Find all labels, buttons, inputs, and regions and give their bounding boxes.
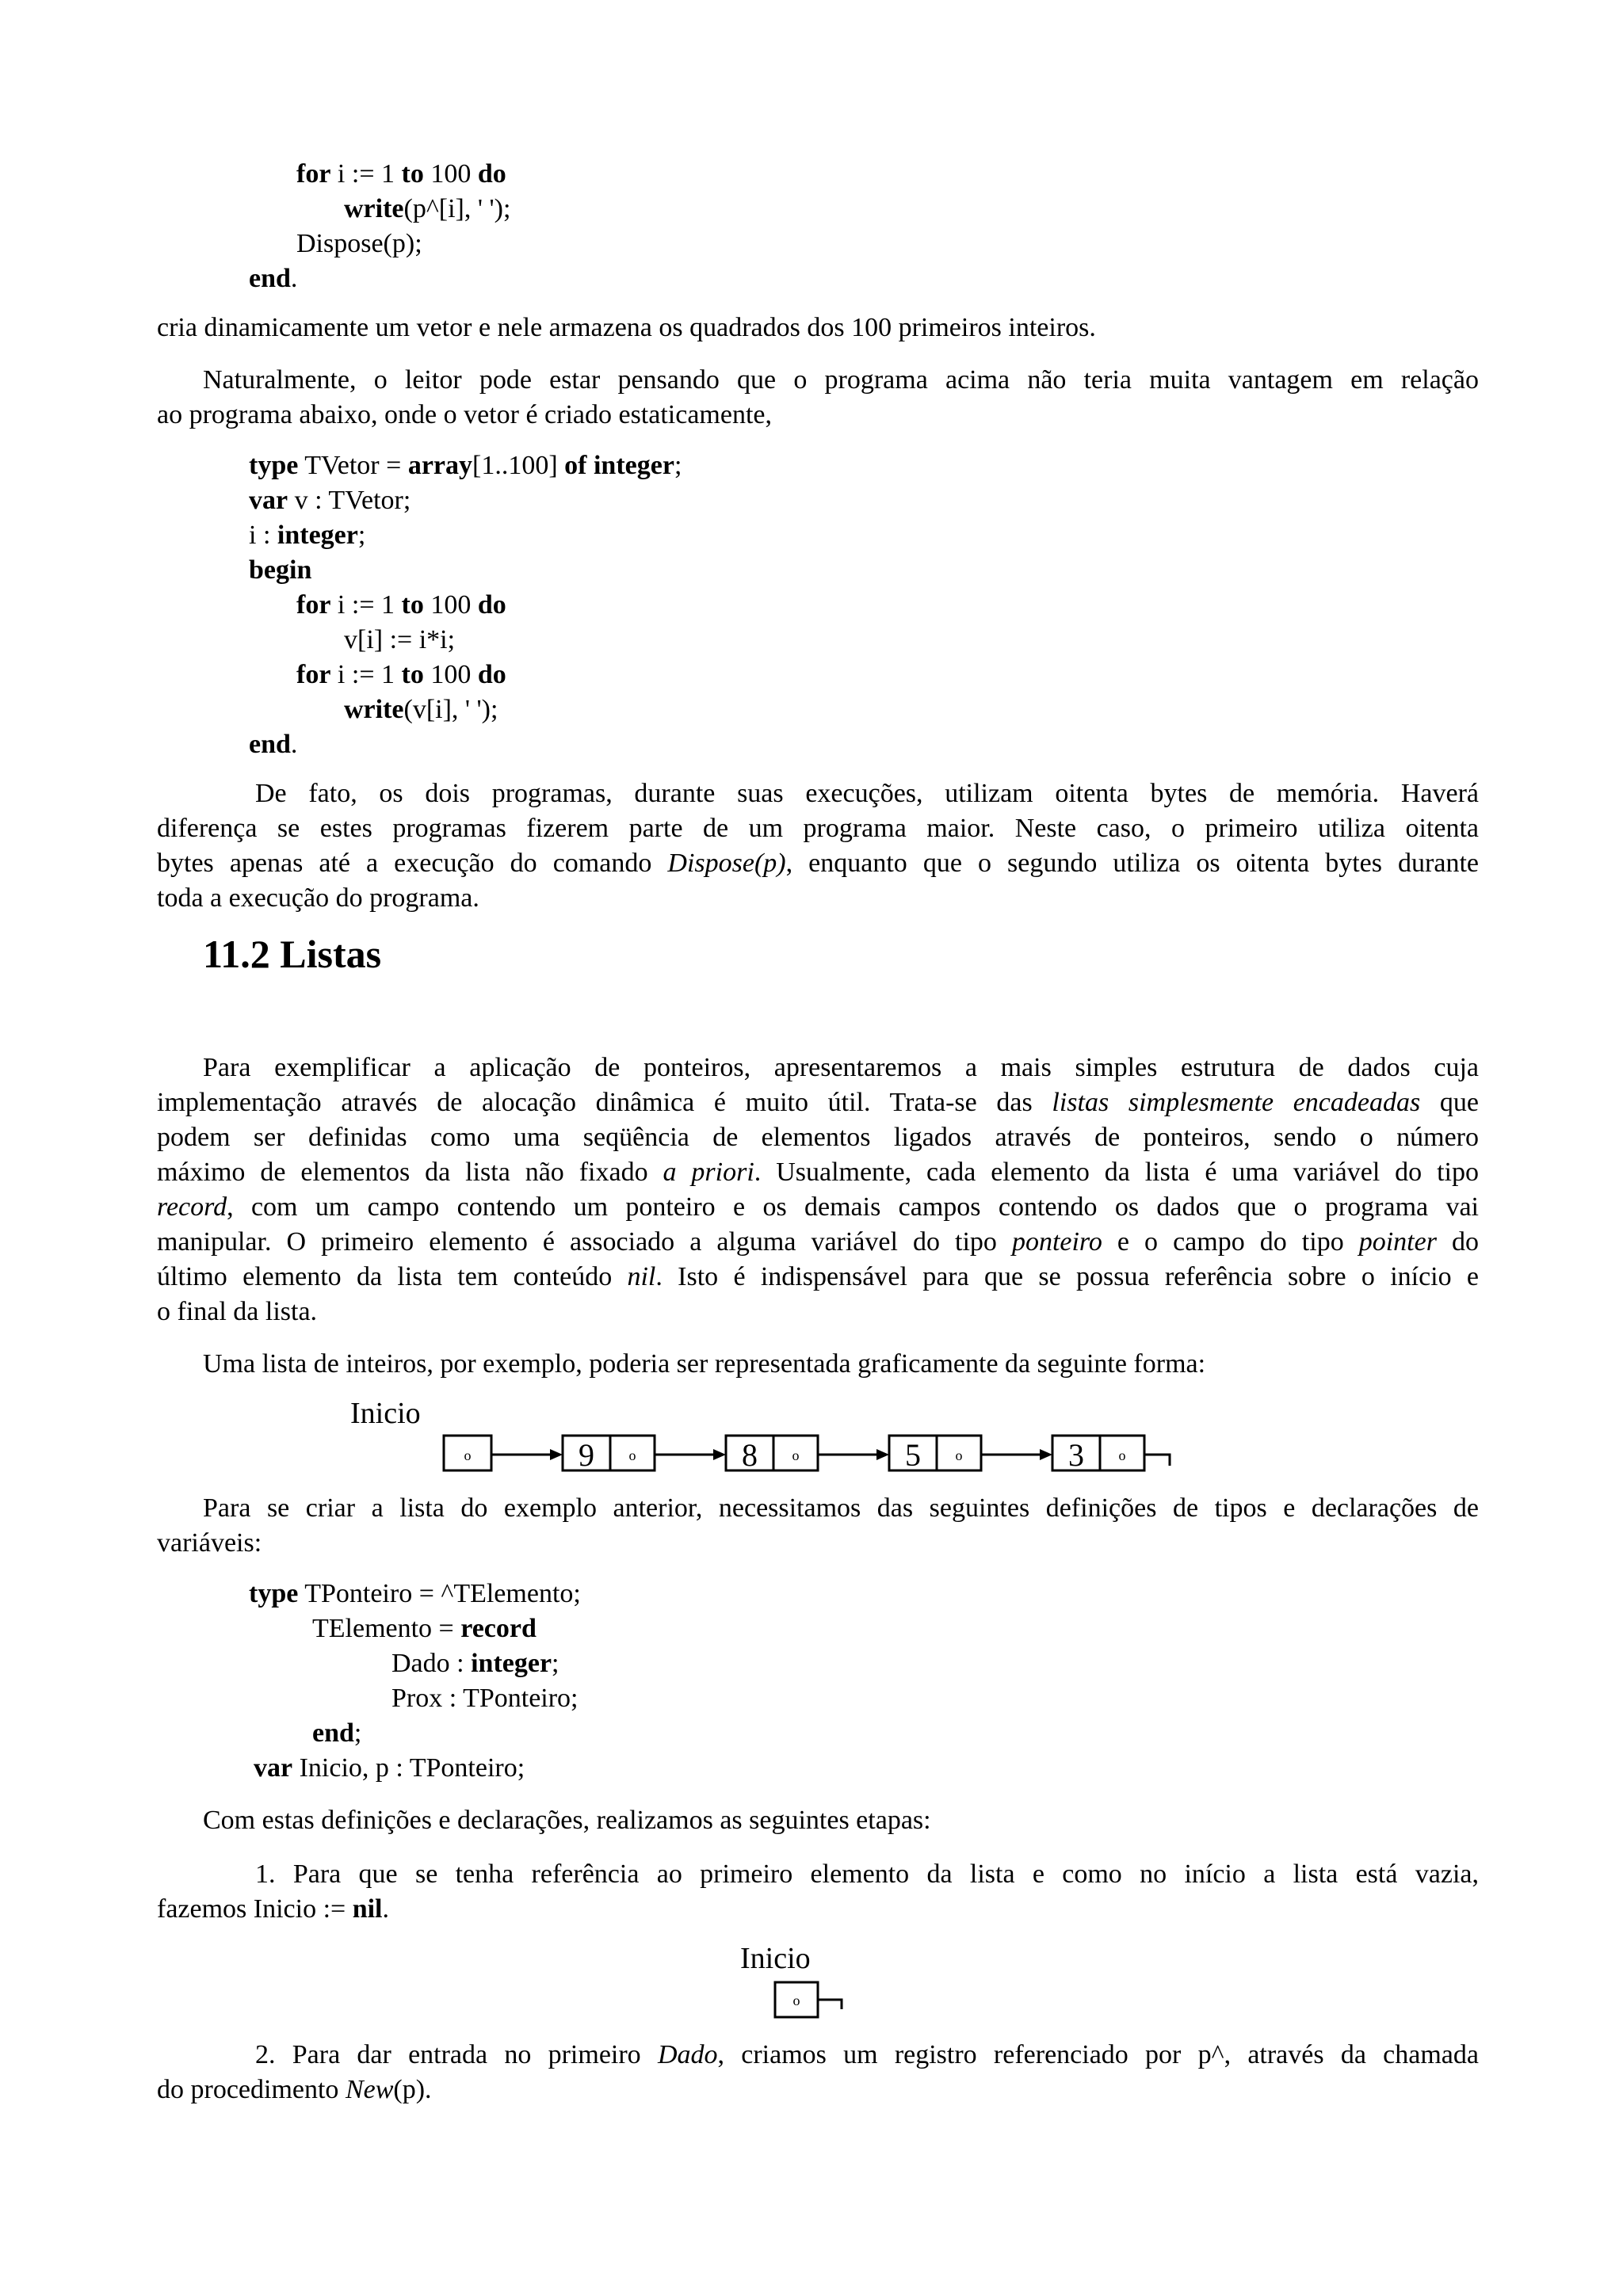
head-pointer-box: [775, 1982, 818, 2017]
paragraph-line: ao programa abaixo, onde o vetor é criado estaticamente,: [157, 400, 772, 429]
paragraph-line: fazemos Inicio := nil.: [157, 1894, 390, 1924]
code-line: begin: [249, 555, 312, 585]
pointer-mark: o: [628, 1447, 636, 1463]
paragraph-line: o final da lista.: [157, 1297, 318, 1326]
paragraph-line: manipular. O primeiro elemento é associado a alguma variável do tipo ponteiro e o campo do tipo pointer do: [157, 1227, 1479, 1257]
paragraph-line: bytes apenas até a execução do comando Dispose(p), enquanto que o segundo utiliza os oitenta bytes durante: [157, 849, 1480, 878]
code-line: v[i] := i*i;: [344, 625, 456, 654]
node-value-box: [726, 1436, 773, 1470]
head-pointer-box: [444, 1436, 491, 1470]
paragraph-line: 1. Para que se tenha referência ao primeiro elemento da lista e como no início a lista está vazia,: [255, 1859, 1479, 1889]
code-line: type TVetor = array[1..100] of integer;: [249, 451, 682, 480]
diagram-label-inicio: Inicio: [350, 1397, 421, 1430]
node-pointer-box: [610, 1436, 655, 1470]
code-line: Dado : integer;: [391, 1649, 559, 1678]
node-value: 3: [1068, 1437, 1084, 1473]
node-value: 8: [742, 1437, 758, 1473]
code-line: end;: [312, 1718, 362, 1748]
pointer-mark: o: [792, 1993, 800, 2008]
node-pointer-box: [937, 1436, 981, 1470]
paragraph-line: cria dinamicamente um vetor e nele armazena os quadrados dos 100 primeiros inteiros.: [157, 313, 1096, 342]
code-line: write(p^[i], ' ');: [344, 194, 511, 223]
diagram-label-inicio: Inicio: [740, 1942, 811, 1975]
node-pointer-box: [1100, 1436, 1144, 1470]
paragraph-line: 2. Para dar entrada no primeiro Dado, criamos um registro referenciado por p^, através da chamada: [255, 2040, 1479, 2069]
pointer-mark: o: [955, 1447, 963, 1463]
pointer-mark: o: [1118, 1447, 1126, 1463]
paragraph-line: Para exemplificar a aplicação de ponteiros, apresentaremos a mais simples estrutura de dados cuja: [203, 1053, 1479, 1082]
code-line: Prox : TPonteiro;: [391, 1684, 579, 1713]
code-line: TElemento = record: [312, 1614, 537, 1643]
paragraph-line: Naturalmente, o leitor pode estar pensando que o programa acima não teria muita vantagem em relação: [203, 365, 1479, 395]
nil-terminator: [1144, 1455, 1170, 1466]
code-line: i : integer;: [249, 521, 366, 550]
paragraph-line: Uma lista de inteiros, por exemplo, poderia ser representada graficamente da seguinte forma:: [203, 1349, 1206, 1379]
node-value: 5: [905, 1437, 921, 1473]
code-line: var Inicio, p : TPonteiro;: [254, 1753, 525, 1783]
node-value-box: [889, 1436, 937, 1470]
node-value: 9: [579, 1437, 594, 1473]
paragraph-line: diferença se estes programas fizerem parte de um programa maior. Neste caso, o primeiro utiliza oitenta: [157, 814, 1479, 843]
paragraph-line: último elemento da lista tem conteúdo nil. Isto é indispensável para que se possua referência sobre o início e: [157, 1262, 1479, 1291]
node-value-box: [1052, 1436, 1100, 1470]
arrow-head: [550, 1449, 563, 1460]
paragraph-line: record, com um campo contendo um ponteiro e os demais campos contendo os dados que o programa vai: [157, 1192, 1479, 1222]
arrow-head: [1040, 1449, 1052, 1460]
code-line: for i := 1 to 100 do: [296, 660, 506, 689]
paragraph-line: podem ser definidas como uma seqüência de elementos ligados através de ponteiros, sendo o número: [157, 1123, 1479, 1152]
pointer-mark: o: [464, 1447, 472, 1463]
paragraph-line: Para se criar a lista do exemplo anterior, necessitamos das seguintes definições de tipos e declarações de: [203, 1493, 1479, 1523]
paragraph-line: Com estas definições e declarações, realizamos as seguintes etapas:: [203, 1806, 931, 1835]
paragraph-line: De fato, os dois programas, durante suas execuções, utilizam oitenta bytes de memória. Haverá: [255, 779, 1479, 808]
paragraph-line: do procedimento New(p).: [157, 2075, 432, 2104]
code-line: end.: [249, 264, 298, 293]
code-line: type TPonteiro = ^TElemento;: [249, 1579, 581, 1608]
code-line: for i := 1 to 100 do: [296, 590, 506, 620]
code-line: write(v[i], ' ');: [344, 695, 498, 724]
code-line: Dispose(p);: [296, 229, 422, 258]
paragraph-line: toda a execução do programa.: [157, 883, 479, 913]
nil-terminator: [818, 2000, 842, 2009]
node-value-box: [563, 1436, 610, 1470]
paragraph-line: máximo de elementos da lista não fixado a priori. Usualmente, cada elemento da lista é uma variável do tipo: [157, 1158, 1479, 1187]
arrow-head: [713, 1449, 726, 1460]
pointer-mark: o: [792, 1447, 800, 1463]
code-line: for i := 1 to 100 do: [296, 159, 506, 189]
node-pointer-box: [773, 1436, 818, 1470]
section-heading: 11.2 Listas: [203, 932, 382, 976]
code-line: var v : TVetor;: [249, 486, 411, 515]
paragraph-line: variáveis:: [157, 1528, 262, 1558]
arrow-head: [876, 1449, 889, 1460]
code-line: end.: [249, 730, 298, 759]
paragraph-line: implementação através de alocação dinâmica é muito útil. Trata-se das listas simplesmente encadeadas que: [157, 1088, 1479, 1117]
